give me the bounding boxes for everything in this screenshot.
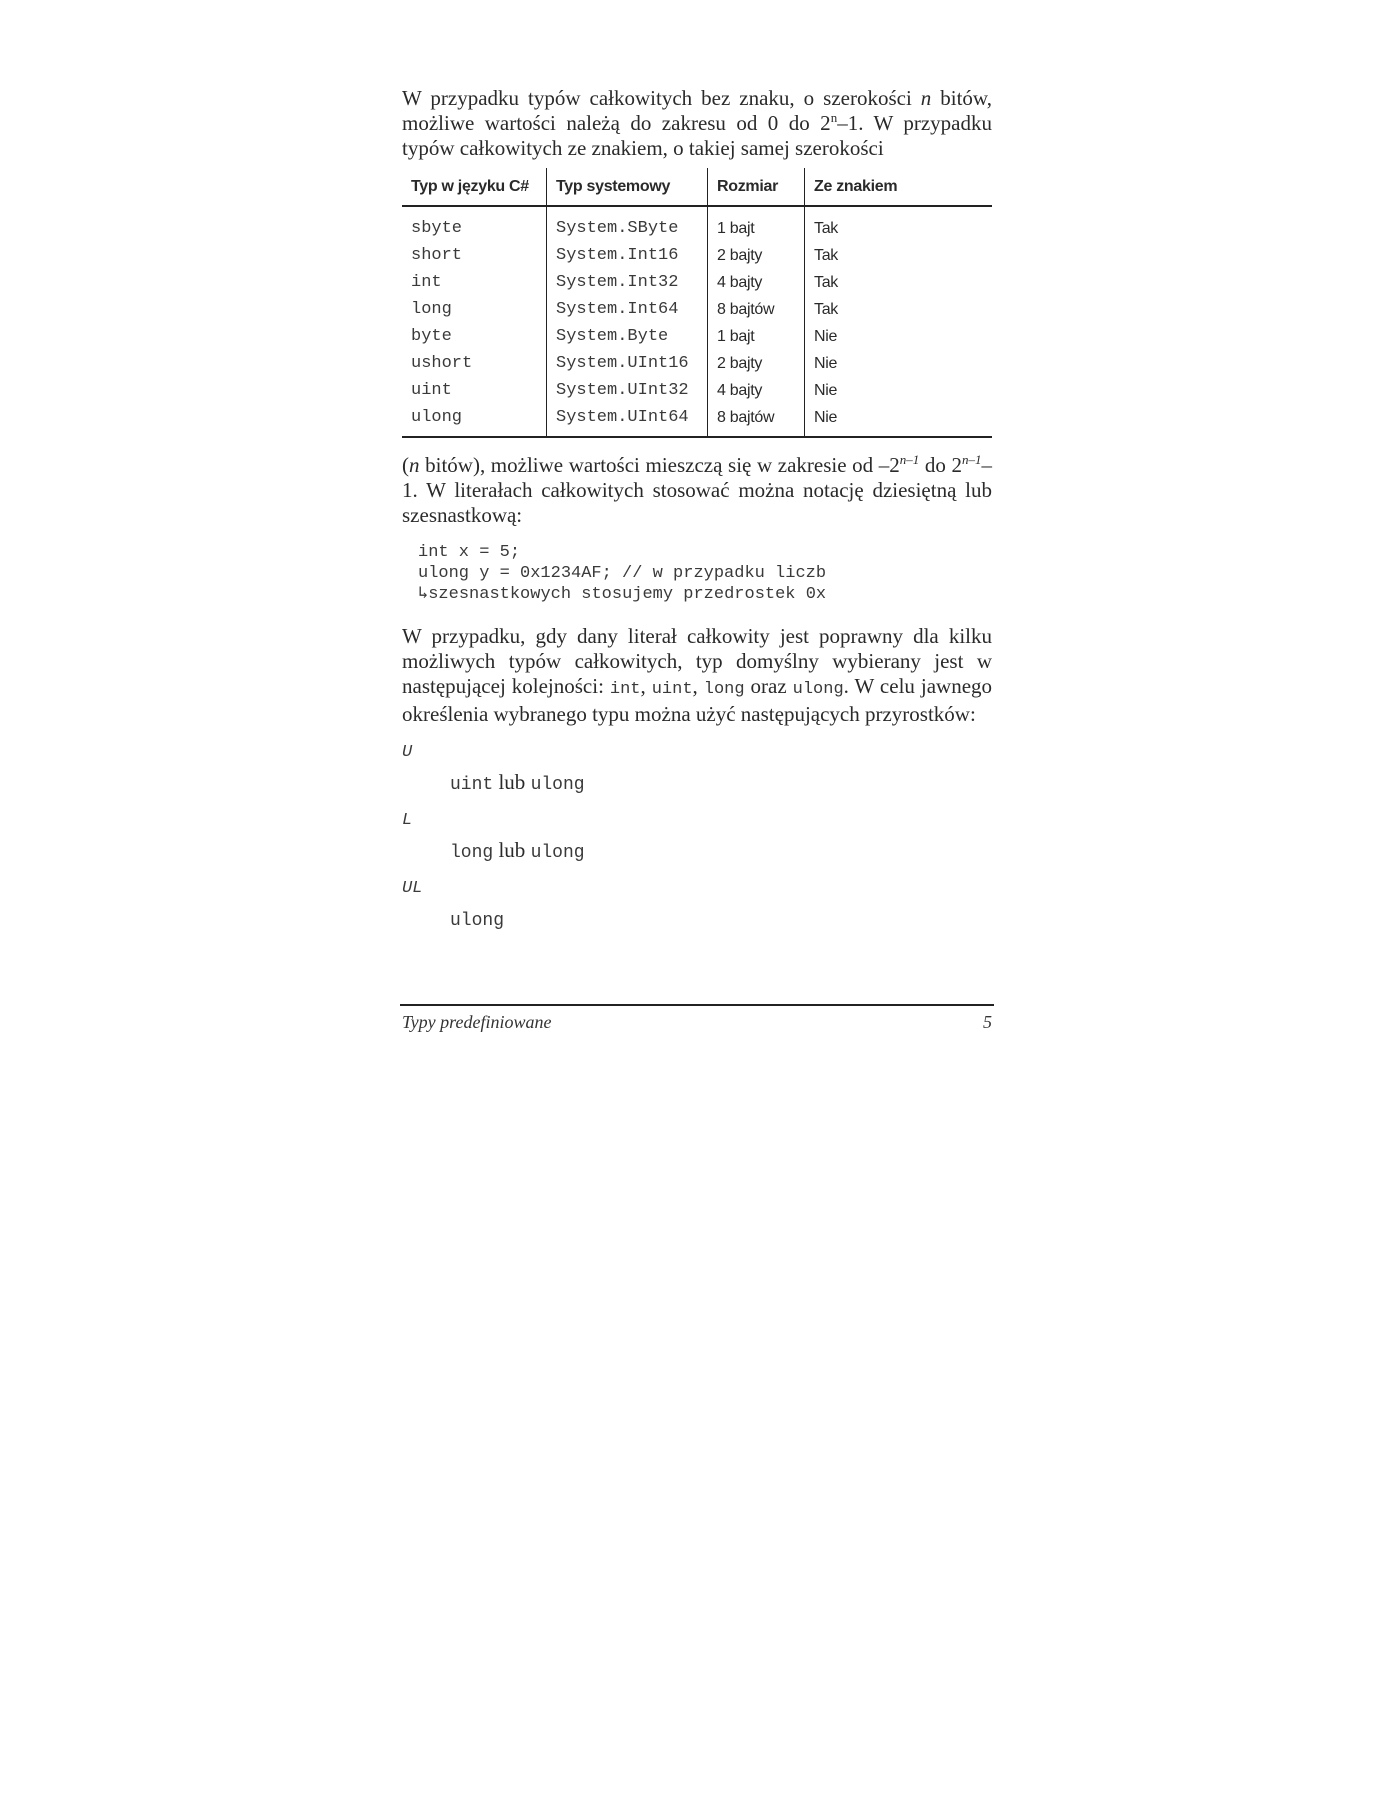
code-line-continuation: ↳szesnastkowych stosujemy przedrostek 0x (418, 585, 827, 604)
code-line: int x = 5; (418, 543, 521, 562)
suffix-term: U (402, 743, 413, 762)
intro-text-1: W przypadku typów całkowitych bez znaku, o szerokości (402, 86, 921, 110)
code-line: ulong y = 0x1234AF; // w przypadku liczb (418, 564, 827, 583)
table-row (402, 269, 992, 296)
intro-text-3: –1. W przypadku typów całkowitych ze znakiem, o takiej samej szerokości (402, 111, 993, 160)
table-row (402, 350, 992, 377)
inline-code: uint (450, 775, 494, 795)
inline-code: uint (651, 680, 693, 699)
inline-code: ulong (530, 843, 585, 863)
default-type-paragraph (402, 624, 992, 727)
cell-signed: Nie (805, 350, 993, 377)
header-signed: Ze znakiem (805, 168, 993, 206)
cell-cs-type: uint (411, 381, 452, 400)
page-number: 5 (983, 1012, 992, 1032)
table-row (402, 242, 992, 269)
cell-system-type: System.UInt64 (547, 404, 708, 437)
default-text-2: . W celu jawnego określenia wybranego typu można użyć następujących przyrostków: (402, 674, 993, 726)
cell-signed: Nie (805, 377, 993, 404)
cell-system-type: System.UInt16 (547, 350, 708, 377)
intro-text-2: bitów, możliwe wartości należą do zakresu od 0 do 2 (402, 86, 992, 135)
separator: , (692, 674, 704, 698)
range-paragraph (402, 453, 992, 528)
code-example (418, 542, 992, 605)
cell-signed: Tak (805, 206, 993, 242)
cell-size: 4 bajty (708, 269, 805, 296)
range-text-2: do 2 (919, 453, 962, 477)
table-row (402, 296, 992, 323)
cell-cs-type: ulong (411, 408, 463, 427)
intro-n: n (920, 86, 932, 110)
inline-code: ulong (450, 911, 505, 931)
suffix-description (450, 905, 992, 934)
cell-cs-type: long (411, 300, 452, 319)
table-header-row (402, 168, 992, 206)
intro-sup: n (830, 110, 838, 125)
cell-signed: Tak (805, 242, 993, 269)
cell-signed: Tak (805, 269, 993, 296)
header-size: Rozmiar (708, 168, 805, 206)
cell-system-type: System.Byte (547, 323, 708, 350)
cell-size: 1 bajt (708, 323, 805, 350)
cell-system-type: System.SByte (547, 206, 708, 242)
separator: , (640, 674, 652, 698)
cell-cs-type: sbyte (411, 219, 463, 238)
table-row (402, 404, 992, 437)
inline-code: int (609, 680, 641, 699)
inline-code: long (703, 680, 745, 699)
cell-cs-type: short (411, 246, 463, 265)
suffix-list (402, 741, 992, 934)
suffix-term: L (402, 811, 413, 830)
separator: oraz (744, 674, 793, 698)
cell-size: 2 bajty (708, 242, 805, 269)
cell-system-type: System.Int32 (547, 269, 708, 296)
inline-code: long (450, 843, 494, 863)
cell-size: 8 bajtów (708, 404, 805, 437)
integer-types-table (402, 168, 992, 438)
cell-cs-type: int (411, 273, 442, 292)
range-sup-1: n–1 (899, 452, 920, 467)
cell-system-type: System.UInt32 (547, 377, 708, 404)
range-text-1: bitów), możliwe wartości mieszczą się w zakresie od –2 (419, 453, 900, 477)
range-n: n (409, 453, 420, 477)
page-body (402, 86, 992, 945)
range-open-paren: ( (402, 453, 409, 477)
table-row (402, 323, 992, 350)
cell-cs-type: ushort (411, 354, 473, 373)
table-row (402, 377, 992, 404)
cell-signed: Tak (805, 296, 993, 323)
cell-size: 2 bajty (708, 350, 805, 377)
suffix-term: UL (402, 879, 423, 898)
cell-signed: Nie (805, 404, 993, 437)
suffix-description (450, 769, 992, 798)
inline-code: ulong (792, 680, 844, 699)
cell-size: 1 bajt (708, 206, 805, 242)
default-text-1: W przypadku, gdy dany literał całkowity jest poprawny dla kilku możliwych typów całkowitych, typ domyślny wybierany jest w następującej kolejności: (402, 624, 992, 698)
cell-signed: Nie (805, 323, 993, 350)
cell-system-type: System.Int16 (547, 242, 708, 269)
separator: lub (493, 770, 531, 794)
table-row (402, 206, 992, 242)
range-text-3: –1. W literałach całkowitych stosować można notację dziesiętną lub szesnastkową: (402, 453, 992, 527)
cell-size: 4 bajty (708, 377, 805, 404)
inline-code: ulong (530, 775, 585, 795)
page-footer (400, 1004, 994, 1033)
range-sup-2: n–1 (962, 452, 982, 467)
cell-system-type: System.Int64 (547, 296, 708, 323)
header-cs-type: Typ w języku C# (402, 168, 547, 206)
cell-cs-type: byte (411, 327, 452, 346)
footer-title: Typy predefiniowane (402, 1012, 552, 1032)
header-system-type: Typ systemowy (547, 168, 708, 206)
cell-size: 8 bajtów (708, 296, 805, 323)
separator: lub (493, 838, 531, 862)
intro-paragraph (402, 86, 992, 161)
suffix-description (450, 837, 992, 866)
